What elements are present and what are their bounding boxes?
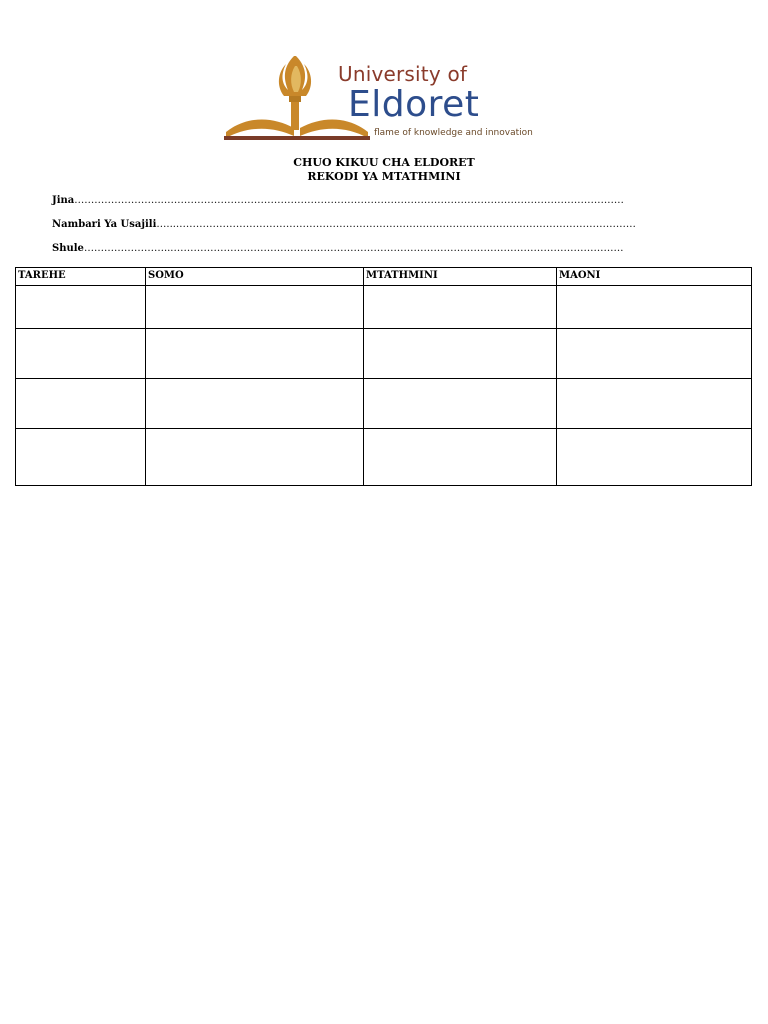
header-somo: SOMO [146, 268, 364, 286]
cell-mtathmini[interactable] [364, 286, 557, 329]
field-jina[interactable] [52, 195, 624, 206]
field-label: Nambari Ya Usajili [52, 219, 157, 230]
field-shule[interactable] [52, 243, 623, 254]
logo-name-line2: Eldoret [348, 84, 480, 125]
field-nambari-ya-usajili[interactable] [52, 219, 636, 230]
cell-maoni[interactable] [557, 329, 752, 379]
cell-maoni[interactable] [557, 286, 752, 329]
header-maoni: MAONI [557, 268, 752, 286]
cell-maoni[interactable] [557, 429, 752, 486]
record-table [15, 267, 752, 486]
header-mtathmini: MTATHMINI [364, 268, 557, 286]
field-label: Jina [52, 195, 75, 206]
table-header-row [16, 268, 752, 286]
cell-maoni[interactable] [557, 379, 752, 429]
cell-somo[interactable] [146, 329, 364, 379]
field-label: Shule [52, 243, 84, 254]
document-title-line1: CHUO KIKUU CHA ELDORET [293, 156, 475, 169]
cell-mtathmini[interactable] [364, 379, 557, 429]
cell-tarehe[interactable] [16, 379, 146, 429]
table-row [16, 429, 752, 486]
field-fill-line: ……………………...………………………………………………………………………………………………………………………… [74, 195, 624, 206]
university-logo [222, 52, 532, 142]
header-tarehe: TAREHE [16, 268, 146, 286]
cell-somo[interactable] [146, 286, 364, 329]
cell-mtathmini[interactable] [364, 329, 557, 379]
field-fill-line: …...………………………………………………………………………………………………………………………… [156, 219, 636, 230]
table-row [16, 286, 752, 329]
logo-tagline: flame of knowledge and innovation [374, 128, 533, 138]
cell-somo[interactable] [146, 379, 364, 429]
logo-name-line1: University of [338, 62, 468, 86]
cell-tarehe[interactable] [16, 286, 146, 329]
cell-somo[interactable] [146, 429, 364, 486]
table-row [16, 379, 752, 429]
cell-tarehe[interactable] [16, 429, 146, 486]
field-fill-line: ……………………...……………………………………………………………………………………………………………………… [83, 243, 624, 254]
document-title-line2: REKODI YA MTATHMINI [307, 170, 461, 183]
table-row [16, 329, 752, 379]
cell-tarehe[interactable] [16, 329, 146, 379]
cell-mtathmini[interactable] [364, 429, 557, 486]
